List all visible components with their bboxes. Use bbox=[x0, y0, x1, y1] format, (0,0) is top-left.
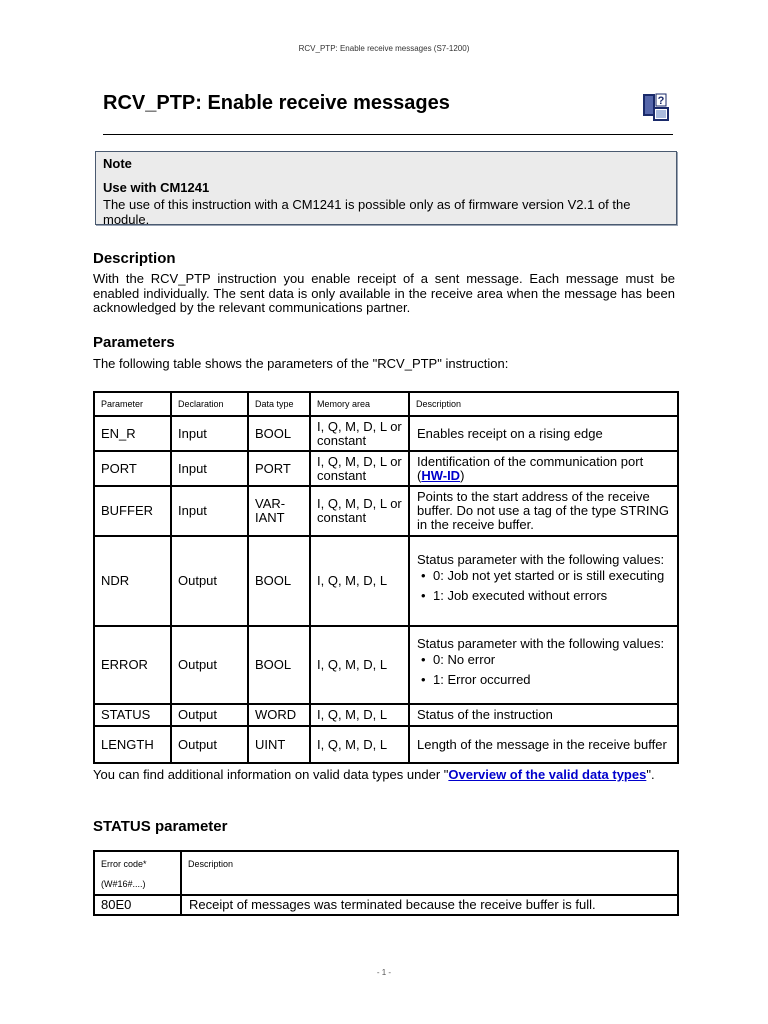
port-desc-pre: Identification of the communication port ( bbox=[417, 453, 644, 483]
table-row bbox=[94, 416, 678, 451]
error-code-label: Error code* bbox=[101, 859, 147, 869]
param-memory: I, Q, M, D, L or constant bbox=[310, 416, 409, 451]
param-declaration: Output bbox=[171, 726, 248, 763]
param-description: Status of the instruction bbox=[409, 704, 678, 726]
param-name: ERROR bbox=[94, 626, 171, 704]
param-declaration: Input bbox=[171, 416, 248, 451]
data-types-note-pre: You can find additional information on valid data types under " bbox=[93, 767, 449, 782]
param-memory: I, Q, M, D, L bbox=[310, 626, 409, 704]
col-header-data-type: Data type bbox=[248, 392, 310, 416]
error-code-format: (W#16#....) bbox=[101, 879, 146, 889]
col-header-description: Description bbox=[409, 392, 678, 416]
error-values-list bbox=[417, 653, 671, 687]
parameters-table bbox=[93, 391, 679, 764]
param-declaration: Output bbox=[171, 626, 248, 704]
table-header-row bbox=[94, 851, 678, 895]
param-description bbox=[409, 626, 678, 704]
port-desc-post: ) bbox=[460, 467, 465, 483]
param-name: BUFFER bbox=[94, 486, 171, 536]
description-text: With the RCV_PTP instruction you enable receipt of a sent message. Each message must be enabled individually. The sent data is only available in the receive area when the message has been acknowledged by the relevant communications partner. bbox=[93, 271, 675, 315]
param-memory: I, Q, M, D, L bbox=[310, 536, 409, 626]
col-header-description: Description bbox=[181, 851, 678, 895]
param-description bbox=[409, 451, 678, 486]
table-row bbox=[94, 451, 678, 486]
param-declaration: Output bbox=[171, 704, 248, 726]
error-code: 80E0 bbox=[94, 895, 181, 915]
col-header-error-code bbox=[94, 851, 181, 895]
param-type: BOOL bbox=[248, 416, 310, 451]
table-row bbox=[94, 726, 678, 763]
note-text: The use of this instruction with a CM1241 is possible only as of firmware version V2.1 of the module. bbox=[103, 197, 631, 227]
param-type: VARIANT bbox=[248, 486, 310, 536]
param-description: Points to the start address of the receive buffer. Do not use a tag of the type STRING in the receive buffer. bbox=[409, 486, 678, 536]
param-memory: I, Q, M, D, L or constant bbox=[310, 486, 409, 536]
parameters-heading: Parameters bbox=[93, 334, 175, 351]
param-description: Enables receipt on a rising edge bbox=[409, 416, 678, 451]
title-rule bbox=[103, 134, 673, 135]
list-item: • 0: No error bbox=[417, 653, 671, 667]
note-box bbox=[95, 151, 677, 225]
page-title: RCV_PTP: Enable receive messages bbox=[103, 92, 450, 114]
ndr-desc: Status parameter with the following values: bbox=[417, 552, 665, 567]
note-title: Note bbox=[103, 156, 132, 171]
table-row bbox=[94, 895, 678, 915]
table-row bbox=[94, 704, 678, 726]
param-type: WORD bbox=[248, 704, 310, 726]
param-name: STATUS bbox=[94, 704, 171, 726]
param-description: Length of the message in the receive buffer bbox=[409, 726, 678, 763]
valid-data-types-link[interactable]: Overview of the valid data types bbox=[448, 767, 647, 782]
param-name: LENGTH bbox=[94, 726, 171, 763]
status-table bbox=[93, 850, 679, 916]
table-row bbox=[94, 626, 678, 704]
svg-text:?: ? bbox=[657, 95, 665, 107]
param-name: EN_R bbox=[94, 416, 171, 451]
list-item: • 0: Job not yet started or is still executing bbox=[417, 569, 671, 583]
param-declaration: Input bbox=[171, 451, 248, 486]
hw-id-link[interactable]: HW-ID bbox=[421, 467, 461, 483]
param-declaration: Output bbox=[171, 536, 248, 626]
param-type: PORT bbox=[248, 451, 310, 486]
param-type: BOOL bbox=[248, 536, 310, 626]
param-memory: I, Q, M, D, L bbox=[310, 704, 409, 726]
param-declaration: Input bbox=[171, 486, 248, 536]
page-number: - 1 - bbox=[376, 968, 392, 977]
param-memory: I, Q, M, D, L bbox=[310, 726, 409, 763]
table-header-row bbox=[94, 392, 678, 416]
table-row bbox=[94, 536, 678, 626]
list-item: • 1: Error occurred bbox=[417, 673, 671, 687]
param-memory: I, Q, M, D, L or constant bbox=[310, 451, 409, 486]
ndr-values-list bbox=[417, 569, 671, 603]
col-header-declaration: Declaration bbox=[171, 392, 248, 416]
note-subtitle: Use with CM1241 bbox=[103, 180, 210, 195]
col-header-memory-area: Memory area bbox=[310, 392, 409, 416]
param-name: NDR bbox=[94, 536, 171, 626]
status-parameter-heading: STATUS parameter bbox=[93, 818, 228, 835]
data-types-note-post: ". bbox=[646, 767, 655, 782]
table-row bbox=[94, 486, 678, 536]
running-header: RCV_PTP: Enable receive messages (S7-1200) bbox=[298, 44, 470, 53]
param-name: PORT bbox=[94, 451, 171, 486]
error-desc: Status parameter with the following values: bbox=[417, 636, 665, 651]
list-item: • 1: Job executed without errors bbox=[417, 589, 671, 603]
parameters-intro: The following table shows the parameters of the "RCV_PTP" instruction: bbox=[93, 356, 509, 371]
help-topic-icon[interactable] bbox=[642, 92, 672, 122]
data-types-note bbox=[93, 768, 675, 783]
param-type: UINT bbox=[248, 726, 310, 763]
param-description bbox=[409, 536, 678, 626]
param-type: BOOL bbox=[248, 626, 310, 704]
description-heading: Description bbox=[93, 250, 176, 267]
col-header-parameter: Parameter bbox=[94, 392, 171, 416]
error-description: Receipt of messages was terminated because the receive buffer is full. bbox=[181, 895, 678, 915]
